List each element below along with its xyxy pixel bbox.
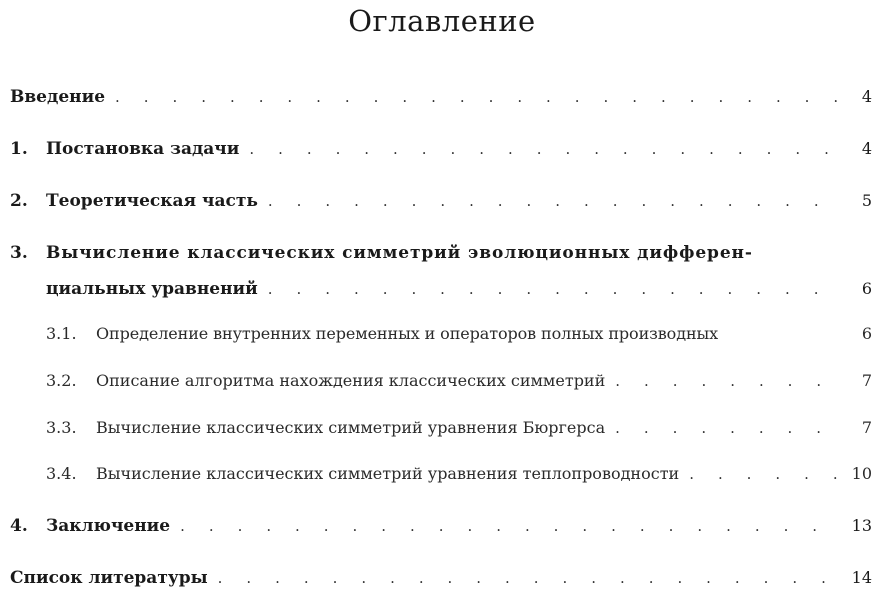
toc-entry-3-3[interactable] bbox=[10, 418, 872, 444]
dot-leader bbox=[689, 465, 842, 483]
toc-entry-label: Определение внутренних переменных и операторов полных производных bbox=[96, 324, 719, 343]
toc-entry-page: 4 bbox=[861, 87, 872, 106]
toc-entry-page: 13 bbox=[851, 516, 872, 535]
toc-entry-label: Вычисление классических симметрий уравнения Бюргерса bbox=[96, 418, 606, 437]
dot-leader bbox=[268, 192, 842, 210]
toc-entry-4[interactable] bbox=[10, 516, 872, 542]
toc-entry-introduction[interactable] bbox=[10, 87, 872, 113]
toc-entry-number: 4. bbox=[10, 516, 28, 536]
toc-entry-number: 2. bbox=[10, 191, 28, 211]
toc-entry-references[interactable] bbox=[10, 568, 872, 594]
toc-entry-number: 3.3. bbox=[46, 418, 77, 437]
toc-entry-label: Введение bbox=[10, 87, 106, 107]
toc-entry-3-line2[interactable] bbox=[10, 279, 872, 305]
toc-entry-page: 4 bbox=[861, 139, 872, 158]
dot-leader bbox=[615, 372, 842, 390]
toc-entry-page: 7 bbox=[861, 371, 872, 390]
toc-entry-label: Теоретическая часть bbox=[46, 191, 258, 211]
toc-entry-page: 6 bbox=[861, 324, 872, 343]
toc-entry-3-line1[interactable] bbox=[10, 243, 872, 269]
dot-leader bbox=[115, 88, 842, 106]
toc-entry-3-4[interactable] bbox=[10, 464, 872, 490]
dot-leader bbox=[268, 280, 842, 298]
toc-entry-1[interactable] bbox=[10, 139, 872, 165]
toc-entry-label: Описание алгоритма нахождения классических симметрий bbox=[96, 371, 606, 390]
toc-entry-page: 10 bbox=[851, 464, 872, 483]
dot-leader bbox=[218, 569, 842, 587]
toc-entry-number: 3.2. bbox=[46, 371, 77, 390]
toc-entry-number: 3.4. bbox=[46, 464, 77, 483]
toc-entry-label: Постановка задачи bbox=[46, 139, 240, 159]
toc-entry-page: 5 bbox=[861, 191, 872, 210]
toc-entry-3-2[interactable] bbox=[10, 371, 872, 397]
toc-entry-number: 3. bbox=[10, 243, 28, 263]
toc-entry-label-continued: циальных уравнений bbox=[46, 279, 258, 299]
toc-entry-number: 3.1. bbox=[46, 324, 77, 343]
toc-entry-number: 1. bbox=[10, 139, 28, 159]
toc-entry-label: Вычисление классических симметрий уравнения теплопроводности bbox=[96, 464, 680, 483]
toc-entry-label: Заключение bbox=[46, 516, 171, 536]
dot-leader bbox=[615, 419, 842, 437]
dot-leader bbox=[180, 517, 842, 535]
dot-leader bbox=[249, 140, 842, 158]
toc-entry-page: 6 bbox=[861, 279, 872, 298]
toc-entry-label: Вычисление классических симметрий эволюционных дифферен- bbox=[46, 243, 753, 263]
toc-entry-page: 7 bbox=[861, 418, 872, 437]
toc-entry-page: 14 bbox=[851, 568, 872, 587]
toc-entry-3-1[interactable] bbox=[10, 324, 872, 350]
toc-entry-2[interactable] bbox=[10, 191, 872, 217]
page-title: Оглавление bbox=[348, 4, 536, 38]
toc-entry-label: Список литературы bbox=[10, 568, 208, 588]
